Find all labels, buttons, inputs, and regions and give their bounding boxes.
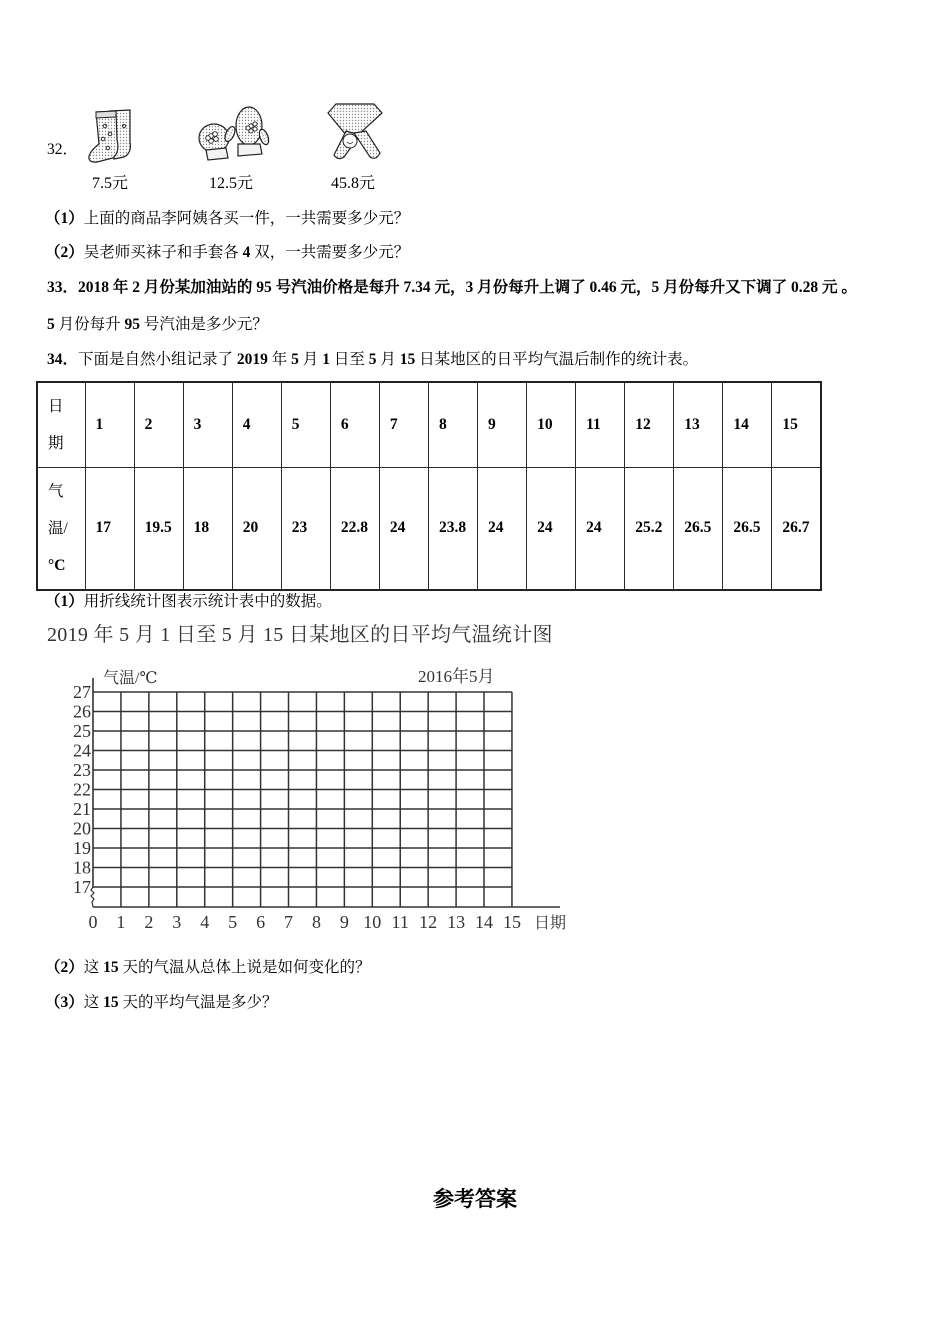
date-cell: 5: [281, 382, 330, 467]
temperature-cell: 23.8: [428, 467, 477, 590]
line-chart-grid[interactable]: [40, 655, 600, 945]
x-tick-label: 4: [200, 912, 210, 932]
y-tick-label: 17: [73, 877, 91, 897]
date-cell: 6: [330, 382, 379, 467]
date-cell: 1: [85, 382, 134, 467]
temperature-cell: 24: [527, 467, 576, 590]
x-tick-label: 5: [228, 912, 238, 932]
date-cell: 3: [183, 382, 232, 467]
temperature-cell: 22.8: [330, 467, 379, 590]
date-cell: 7: [379, 382, 428, 467]
x-tick-label: 8: [311, 912, 321, 932]
text-segment: 号汽油是多少元？: [140, 316, 268, 333]
date-cell: 4: [232, 382, 281, 467]
text-segment: 5: [368, 351, 377, 368]
date-cell: 2: [134, 382, 183, 467]
text-segment: 34．: [47, 351, 79, 368]
corner-date-label: 2016年5月: [418, 667, 495, 686]
date-header-line: 日: [48, 397, 64, 415]
y-tick-label: 23: [73, 760, 91, 780]
text-segment: 15: [103, 994, 119, 1011]
q33-line2: [47, 315, 268, 335]
x-tick-label: 10: [363, 912, 382, 932]
scarf-price: 45.8元: [331, 175, 376, 192]
x-tick-label: 11: [391, 912, 409, 932]
text-segment: 双，一共需要多少元？: [250, 244, 410, 261]
grid-lines: [91, 678, 560, 907]
text-segment: 下面是自然小组记录了: [78, 351, 237, 368]
q32-sub1: [45, 209, 409, 229]
mittens-icon: [196, 104, 272, 166]
text-segment: 年: [267, 351, 292, 368]
temp-header-line: 气: [48, 482, 64, 500]
temperature-cell: 17: [85, 467, 134, 590]
text-segment: 15: [103, 959, 119, 976]
text-segment: 日至: [329, 351, 369, 368]
text-segment: 33．2018 年 2 月份某加油站的 95 号汽油价格是每升 7.34 元，3 月份每升上调了 0.46 元，5 月份每升又下调了 0.28 元 。: [47, 279, 857, 296]
y-tick-label: 25: [73, 721, 91, 741]
text-segment: 15: [399, 351, 416, 368]
temp-header-line: 温/: [48, 519, 68, 537]
temp-header-line: °C: [48, 556, 66, 574]
text-segment: 95: [124, 316, 141, 333]
text-segment: 吴老师买袜子和手套各: [83, 244, 243, 261]
temperature-cell: 24: [478, 467, 527, 590]
y-tick-label: 24: [73, 740, 91, 761]
temperature-cell: 26.5: [723, 467, 772, 590]
date-header-cell: [37, 382, 85, 467]
q33-line1: [47, 278, 857, 298]
y-axis-label: 气温/℃: [103, 670, 158, 687]
y-tick-label: 18: [73, 857, 91, 878]
answers-heading: 参考答案: [433, 1188, 517, 1211]
text-segment: （2）: [45, 959, 84, 976]
text-segment: 这: [83, 959, 104, 976]
text-segment: 天的气温从总体上说是如何变化的？: [118, 959, 371, 976]
x-tick-label: 9: [339, 912, 349, 932]
temperature-table: [36, 381, 822, 591]
text-segment: 5: [47, 316, 55, 333]
x-tick-label: 6: [256, 912, 266, 932]
temperature-header-cell: [37, 467, 85, 590]
date-cell: 14: [723, 382, 772, 467]
q34-intro: [47, 350, 698, 370]
text-segment: （3）: [45, 994, 84, 1011]
text-segment: （1）: [45, 593, 84, 610]
x-tick-label: 0: [88, 912, 98, 932]
temperature-cell: 18: [183, 467, 232, 590]
temperature-cell: 24: [576, 467, 625, 590]
y-tick-label: 26: [73, 701, 91, 722]
date-header-line: 期: [48, 434, 64, 452]
y-tick-label: 27: [73, 682, 91, 702]
text-segment: 用折线统计图表示统计表中的数据。: [83, 593, 332, 610]
text-segment: 5: [291, 351, 299, 368]
mittens-price: 12.5元: [209, 175, 254, 192]
temperature-cell: 24: [379, 467, 428, 590]
text-segment: 天的平均气温是多少？: [118, 994, 278, 1011]
x-tick-label: 2: [144, 912, 154, 932]
date-cell: 9: [478, 382, 527, 467]
x-tick-labels: [89, 912, 521, 932]
x-tick-label: 15: [502, 912, 521, 932]
text-segment: 月份每升: [54, 316, 125, 333]
socks-price: 7.5元: [92, 175, 129, 192]
x-tick-label: 7: [284, 912, 294, 932]
text-segment: 月: [298, 351, 323, 368]
text-segment: 这: [83, 994, 104, 1011]
date-cell: 15: [772, 382, 821, 467]
text-segment: 2019: [236, 351, 268, 368]
x-tick-label: 14: [475, 912, 494, 932]
axis-break-icon: [91, 887, 94, 907]
x-tick-label: 13: [447, 912, 466, 932]
socks-icon: [86, 106, 138, 166]
table-row-temperature: [37, 467, 821, 590]
text-segment: （1）: [45, 210, 84, 227]
y-tick-label: 21: [73, 799, 91, 819]
text-segment: 上面的商品李阿姨各买一件，一共需要多少元？: [83, 210, 410, 227]
date-cell: 12: [625, 382, 674, 467]
date-cell: 10: [527, 382, 576, 467]
temperature-cell: 26.7: [772, 467, 821, 590]
text-segment: （2）: [45, 244, 84, 261]
q34-sub3: [45, 993, 278, 1013]
q32-number: 32．: [47, 141, 79, 158]
x-axis-label: 日期: [534, 915, 567, 932]
y-tick-label: 19: [73, 838, 91, 858]
x-tick-label: 3: [172, 912, 182, 932]
date-cell: 13: [674, 382, 723, 467]
q34-sub1: [45, 592, 332, 612]
temperature-cell: 23: [281, 467, 330, 590]
text-segment: 1: [322, 351, 330, 368]
date-cell: 11: [576, 382, 625, 467]
temperature-cell: 19.5: [134, 467, 183, 590]
table-row-date: [37, 382, 821, 467]
y-tick-label: 22: [73, 779, 91, 800]
q32-sub2: [45, 243, 409, 263]
text-segment: 月: [376, 351, 400, 368]
q34-sub2: [45, 958, 371, 978]
temperature-cell: 25.2: [625, 467, 674, 590]
text-segment: 日某地区的日平均气温后制作的统计表。: [415, 351, 699, 368]
date-cell: 8: [428, 382, 477, 467]
temperature-cell: 26.5: [674, 467, 723, 590]
y-tick-label: 20: [73, 818, 91, 839]
temperature-cell: 20: [232, 467, 281, 590]
y-tick-labels: [73, 682, 91, 897]
x-tick-label: 1: [116, 912, 126, 932]
text-segment: 4: [242, 244, 251, 261]
x-tick-label: 12: [419, 912, 438, 932]
chart-title: 2019 年 5 月 1 日至 5 月 15 日某地区的日平均气温统计图: [47, 624, 553, 646]
scarf-icon: [324, 101, 386, 165]
